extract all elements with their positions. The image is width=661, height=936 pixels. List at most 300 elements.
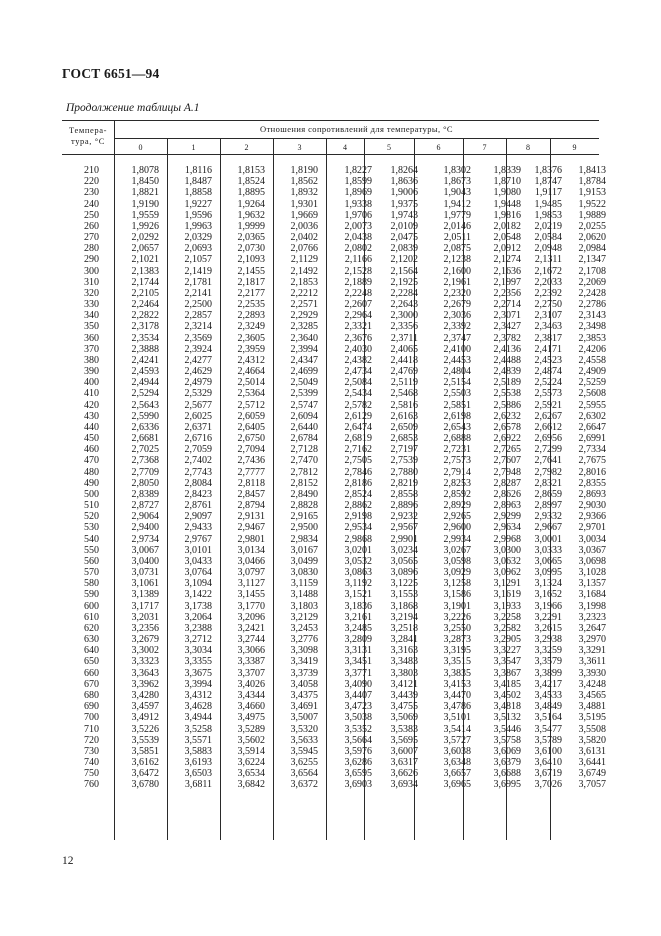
ratio-cell: 3,1225 bbox=[390, 578, 418, 590]
ratio-cell: 3,0034 bbox=[578, 533, 606, 545]
ratio-cell: 2,7128 bbox=[290, 444, 318, 456]
ratio-cell: 3,1901 bbox=[443, 600, 471, 612]
ratio-cell: 1,9743 bbox=[390, 209, 418, 221]
ratio-cell: 3,1684 bbox=[578, 589, 606, 601]
temperature-cell: 570 bbox=[84, 567, 99, 579]
ratio-cell: 2,3249 bbox=[237, 321, 265, 333]
ratio-cell: 3,1717 bbox=[131, 600, 159, 612]
table-row bbox=[62, 745, 606, 757]
column-header: 1 bbox=[191, 143, 196, 152]
ratio-cell: 3,2938 bbox=[534, 634, 562, 646]
ratio-cell: 1,9669 bbox=[290, 209, 318, 221]
ratio-cell: 2,9534 bbox=[344, 522, 372, 534]
ratio-cell: 2,6198 bbox=[443, 410, 471, 422]
ratio-cell: 2,0657 bbox=[131, 243, 159, 255]
ratio-cell: 3,2970 bbox=[578, 634, 606, 646]
ratio-cell: 2,7025 bbox=[131, 444, 159, 456]
temperature-cell: 420 bbox=[84, 399, 99, 411]
temperature-cell: 730 bbox=[84, 745, 99, 757]
ratio-cell: 1,9301 bbox=[290, 198, 318, 210]
ratio-cell: 2,6681 bbox=[131, 433, 159, 445]
ratio-cell: 2,5816 bbox=[390, 399, 418, 411]
ratio-cell: 3,3451 bbox=[344, 656, 372, 668]
table-row bbox=[62, 544, 606, 556]
temperature-cell: 710 bbox=[84, 723, 99, 735]
ratio-cell: 3,4470 bbox=[443, 689, 471, 701]
ratio-cell: 3,5007 bbox=[290, 712, 318, 724]
ratio-cell: 3,4058 bbox=[290, 678, 318, 690]
ratio-cell: 3,1770 bbox=[237, 600, 265, 612]
ratio-cell: 2,4734 bbox=[344, 366, 372, 378]
ratio-cell: 2,5921 bbox=[534, 399, 562, 411]
ratio-cell: 2,9366 bbox=[578, 511, 606, 523]
ratio-cell: 3,5101 bbox=[443, 712, 471, 724]
ratio-cell: 2,7709 bbox=[131, 466, 159, 478]
ratio-cell: 2,9064 bbox=[131, 511, 159, 523]
ratio-cell: 2,6059 bbox=[237, 410, 265, 422]
ratio-cell: 3,6069 bbox=[493, 745, 521, 757]
ratio-cell: 3,4121 bbox=[390, 678, 418, 690]
ratio-cell: 2,1492 bbox=[290, 265, 318, 277]
ratio-cell: 3,4755 bbox=[390, 701, 418, 713]
ratio-cell: 2,9834 bbox=[290, 533, 318, 545]
ratio-cell: 2,4100 bbox=[443, 343, 471, 355]
ratio-cell: 2,3036 bbox=[443, 310, 471, 322]
ratio-cell: 3,3163 bbox=[390, 645, 418, 657]
ratio-cell: 2,3676 bbox=[344, 332, 372, 344]
ratio-cell: 3,5226 bbox=[131, 723, 159, 735]
ratio-cell: 1,9080 bbox=[493, 187, 521, 199]
ratio-cell: 2,1311 bbox=[534, 254, 562, 266]
ratio-cell: 3,4153 bbox=[443, 678, 471, 690]
ratio-cell: 2,4382 bbox=[344, 354, 372, 366]
ratio-cell: 2,1744 bbox=[131, 276, 159, 288]
ratio-cell: 1,9006 bbox=[390, 187, 418, 199]
temperature-cell: 250 bbox=[84, 209, 99, 221]
ratio-cell: 2,7334 bbox=[578, 444, 606, 456]
ratio-cell: 2,7265 bbox=[493, 444, 521, 456]
ratio-cell: 2,7675 bbox=[578, 455, 606, 467]
column-header: 4 bbox=[343, 143, 347, 152]
table-row bbox=[62, 466, 606, 478]
temperature-cell: 690 bbox=[84, 701, 99, 713]
ratio-cell: 2,7505 bbox=[344, 455, 372, 467]
ratio-cell: 3,0134 bbox=[237, 544, 265, 556]
ratio-cell: 2,6922 bbox=[493, 433, 521, 445]
ratio-cell: 2,8626 bbox=[493, 488, 521, 500]
ratio-cell: 2,3569 bbox=[184, 332, 212, 344]
ratio-cell: 2,1853 bbox=[290, 276, 318, 288]
table-row bbox=[62, 187, 606, 199]
ratio-cell: 2,0146 bbox=[443, 220, 471, 232]
table-row bbox=[62, 667, 606, 679]
ratio-cell: 2,0438 bbox=[344, 232, 372, 244]
ratio-cell: 3,5508 bbox=[578, 723, 606, 735]
ratio-cell: 3,0665 bbox=[534, 555, 562, 567]
ratio-cell: 3,0234 bbox=[390, 544, 418, 556]
ratio-cell: 3,2129 bbox=[290, 611, 318, 623]
ratio-cell: 3,1258 bbox=[443, 578, 471, 590]
table-row bbox=[62, 634, 606, 646]
ratio-cell: 3,3002 bbox=[131, 645, 159, 657]
table-row bbox=[62, 701, 606, 713]
ratio-cell: 2,0948 bbox=[534, 243, 562, 255]
ratio-cell: 3,1389 bbox=[131, 589, 159, 601]
ratio-cell: 1,8895 bbox=[237, 187, 265, 199]
ratio-cell: 2,0292 bbox=[131, 232, 159, 244]
table-row bbox=[62, 176, 606, 188]
ratio-cell: 2,8761 bbox=[184, 500, 212, 512]
ratio-cell: 2,2571 bbox=[290, 299, 318, 311]
ratio-cell: 2,2284 bbox=[390, 287, 418, 299]
ratio-cell: 3,3227 bbox=[493, 645, 521, 657]
temperature-cell: 360 bbox=[84, 332, 99, 344]
ratio-cell: 2,1166 bbox=[344, 254, 372, 266]
ratio-cell: 2,2428 bbox=[578, 287, 606, 299]
ratio-cell: 3,2258 bbox=[493, 611, 521, 623]
ratio-cell: 2,5990 bbox=[131, 410, 159, 422]
temperature-cell: 310 bbox=[84, 276, 99, 288]
ratio-cell: 2,5434 bbox=[344, 388, 372, 400]
ratio-cell: 3,6688 bbox=[493, 768, 521, 780]
ratio-cell: 3,2744 bbox=[237, 634, 265, 646]
ratio-cell: 3,1159 bbox=[290, 578, 318, 590]
temperature-cell: 490 bbox=[84, 477, 99, 489]
table-row bbox=[62, 332, 606, 344]
ratio-cell: 3,6842 bbox=[237, 779, 265, 791]
ratio-cell: 2,2212 bbox=[290, 287, 318, 299]
ratio-cell: 3,2096 bbox=[237, 611, 265, 623]
ratio-cell: 3,6934 bbox=[390, 779, 418, 791]
ratio-cell: 2,9467 bbox=[237, 522, 265, 534]
ratio-cell: 2,8219 bbox=[390, 477, 418, 489]
ratio-cell: 2,7982 bbox=[534, 466, 562, 478]
ratio-cell: 3,1324 bbox=[534, 578, 562, 590]
temperature-cell: 330 bbox=[84, 299, 99, 311]
ratio-cell: 3,0995 bbox=[534, 567, 562, 579]
ratio-cell: 3,4944 bbox=[184, 712, 212, 724]
temperature-cell: 390 bbox=[84, 366, 99, 378]
ratio-cell: 3,6193 bbox=[184, 757, 212, 768]
ratio-cell: 1,8932 bbox=[290, 187, 318, 199]
ratio-cell: 2,5189 bbox=[493, 377, 521, 389]
ratio-cell: 3,2421 bbox=[237, 622, 265, 634]
ratio-cell: 3,3643 bbox=[131, 667, 159, 679]
column-header: 5 bbox=[387, 143, 391, 152]
ratio-cell: 3,6626 bbox=[390, 768, 418, 780]
ratio-cell: 2,9400 bbox=[131, 522, 159, 534]
ratio-cell: 2,2822 bbox=[131, 310, 159, 322]
ratio-cell: 3,2031 bbox=[131, 611, 159, 623]
ratio-cell: 1,8636 bbox=[390, 176, 418, 188]
ratio-cell: 3,0962 bbox=[493, 567, 521, 579]
ratio-cell: 3,1028 bbox=[578, 567, 606, 579]
ratio-cell: 3,3579 bbox=[534, 656, 562, 668]
ratio-cell: 3,3994 bbox=[184, 678, 212, 690]
ratio-cell: 3,5069 bbox=[390, 712, 418, 724]
table-row bbox=[62, 377, 606, 389]
ratio-cell: 3,4975 bbox=[237, 712, 265, 724]
table-row bbox=[62, 433, 606, 445]
ratio-cell: 3,2873 bbox=[443, 634, 471, 646]
ratio-cell: 2,1672 bbox=[534, 265, 562, 277]
ratio-cell: 3,3707 bbox=[237, 667, 265, 679]
ratio-cell: 2,5955 bbox=[578, 399, 606, 411]
ratio-cell: 2,3071 bbox=[493, 310, 521, 322]
ratio-cell: 3,5633 bbox=[290, 734, 318, 746]
temperature-cell: 220 bbox=[84, 176, 99, 188]
ratio-cell: 3,4312 bbox=[184, 689, 212, 701]
ratio-cell: 2,3605 bbox=[237, 332, 265, 344]
ratio-cell: 2,7162 bbox=[344, 444, 372, 456]
ratio-cell: 2,2607 bbox=[344, 299, 372, 311]
ratio-cell: 3,4407 bbox=[344, 689, 372, 701]
ratio-cell: 3,0565 bbox=[390, 555, 418, 567]
temperature-cell: 700 bbox=[84, 712, 99, 724]
table-row bbox=[62, 299, 606, 311]
ratio-cell: 3,4912 bbox=[131, 712, 159, 724]
temperature-cell: 760 bbox=[84, 779, 99, 791]
ratio-cell: 1,8673 bbox=[443, 176, 471, 188]
ratio-cell: 2,2714 bbox=[493, 299, 521, 311]
ratio-cell: 3,6131 bbox=[578, 745, 606, 757]
temperature-cell: 640 bbox=[84, 645, 99, 657]
ratio-cell: 2,7402 bbox=[184, 455, 212, 467]
ratio-cell: 1,9779 bbox=[443, 209, 471, 221]
ratio-cell: 2,6163 bbox=[390, 410, 418, 422]
ratio-cell: 2,3994 bbox=[290, 343, 318, 355]
ratio-cell: 3,4375 bbox=[290, 689, 318, 701]
temperature-cell: 560 bbox=[84, 555, 99, 567]
ratio-cell: 2,4664 bbox=[237, 366, 265, 378]
ratio-cell: 2,7743 bbox=[184, 466, 212, 478]
ratio-cell: 2,8050 bbox=[131, 477, 159, 489]
ratio-cell: 2,0511 bbox=[443, 232, 471, 244]
ratio-cell: 2,7059 bbox=[184, 444, 212, 456]
ratio-cell: 2,1347 bbox=[578, 254, 606, 266]
ratio-cell: 3,1586 bbox=[443, 589, 471, 601]
ratio-cell: 2,4558 bbox=[578, 354, 606, 366]
ratio-cell: 3,4597 bbox=[131, 701, 159, 713]
ratio-cell: 3,1803 bbox=[290, 600, 318, 612]
document-title: ГОСТ 6651—94 bbox=[62, 66, 160, 81]
ratio-cell: 2,9232 bbox=[390, 511, 418, 523]
ratio-cell: 2,4629 bbox=[184, 366, 212, 378]
ratio-cell: 2,7197 bbox=[390, 444, 418, 456]
ratio-cell: 2,3817 bbox=[534, 332, 562, 344]
ratio-cell: 2,8592 bbox=[443, 488, 471, 500]
table-row bbox=[62, 421, 606, 433]
ratio-cell: 2,2964 bbox=[344, 310, 372, 322]
ratio-cell: 1,8821 bbox=[131, 187, 159, 199]
ratio-cell: 2,3427 bbox=[493, 321, 521, 333]
ratio-cell: 2,5503 bbox=[443, 388, 471, 400]
ratio-cell: 2,7094 bbox=[237, 444, 265, 456]
ratio-cell: 2,9433 bbox=[184, 522, 212, 534]
ratio-cell: 2,8794 bbox=[237, 500, 265, 512]
ratio-cell: 3,0466 bbox=[237, 555, 265, 567]
ratio-cell: 2,5119 bbox=[390, 377, 418, 389]
ratio-cell: 3,1455 bbox=[237, 589, 265, 601]
ratio-cell: 3,5851 bbox=[131, 745, 159, 757]
table-row bbox=[62, 399, 606, 411]
ratio-cell: 2,5049 bbox=[290, 377, 318, 389]
ratio-cell: 2,3888 bbox=[131, 343, 159, 355]
ratio-cell: 2,4699 bbox=[290, 366, 318, 378]
span-header-rule bbox=[114, 138, 599, 139]
ratio-cell: 3,1738 bbox=[184, 600, 212, 612]
ratio-cell: 2,4136 bbox=[493, 343, 521, 355]
ratio-cell: 3,4502 bbox=[493, 689, 521, 701]
ratio-cell: 2,5014 bbox=[237, 377, 265, 389]
ratio-cell: 3,3323 bbox=[131, 656, 159, 668]
ratio-cell: 3,2323 bbox=[578, 611, 606, 623]
ratio-cell: 2,9667 bbox=[534, 522, 562, 534]
table-row bbox=[62, 734, 606, 746]
ratio-cell: 1,8710 bbox=[493, 176, 521, 188]
ratio-cell: 2,4979 bbox=[184, 377, 212, 389]
temperature-cell: 460 bbox=[84, 444, 99, 456]
ratio-cell: 3,2194 bbox=[390, 611, 418, 623]
ratio-cell: 3,0400 bbox=[131, 555, 159, 567]
ratio-cell: 1,9889 bbox=[578, 209, 606, 221]
ratio-cell: 2,7470 bbox=[290, 455, 318, 467]
ratio-cell: 3,2550 bbox=[443, 622, 471, 634]
ratio-cell: 3,3611 bbox=[578, 656, 606, 668]
ratio-cell: 2,0984 bbox=[578, 243, 606, 255]
ratio-cell: 2,9634 bbox=[493, 522, 521, 534]
ratio-cell: 3,2905 bbox=[493, 634, 521, 646]
table-row bbox=[62, 723, 606, 735]
column-header: 8 bbox=[526, 143, 530, 152]
ratio-cell: 2,0329 bbox=[184, 232, 212, 244]
ratio-cell: 2,8118 bbox=[237, 477, 265, 489]
ratio-cell: 2,7846 bbox=[344, 466, 372, 478]
ratio-cell: 2,6543 bbox=[443, 421, 471, 433]
ratio-cell: 1,8524 bbox=[237, 176, 265, 188]
ratio-cell: 3,6749 bbox=[578, 768, 606, 780]
ratio-cell: 3,1652 bbox=[534, 589, 562, 601]
ratio-cell: 2,3107 bbox=[534, 310, 562, 322]
ratio-cell: 2,8929 bbox=[443, 500, 471, 512]
ratio-cell: 3,0830 bbox=[290, 567, 318, 579]
ratio-cell: 1,9448 bbox=[493, 198, 521, 210]
ratio-cell: 3,6657 bbox=[443, 768, 471, 780]
column-header: 3 bbox=[297, 143, 302, 152]
ratio-cell: 2,3143 bbox=[578, 310, 606, 322]
ratio-cell: 3,1291 bbox=[493, 578, 521, 590]
ratio-cell: 1,9963 bbox=[184, 220, 212, 232]
ratio-cell: 2,1961 bbox=[443, 276, 471, 288]
ratio-cell: 3,1357 bbox=[578, 578, 606, 590]
temperature-cell: 380 bbox=[84, 354, 99, 366]
ratio-cell: 3,5195 bbox=[578, 712, 606, 724]
ratio-cell: 2,3534 bbox=[131, 332, 159, 344]
ratio-cell: 3,3034 bbox=[184, 645, 212, 657]
ratio-cell: 3,3930 bbox=[578, 667, 606, 679]
temperature-cell: 410 bbox=[84, 388, 99, 400]
ratio-cell: 2,1600 bbox=[443, 265, 471, 277]
ratio-cell: 3,3835 bbox=[443, 667, 471, 679]
ratio-cell: 3,3803 bbox=[390, 667, 418, 679]
ratio-cell: 2,1781 bbox=[184, 276, 212, 288]
ratio-cell: 3,5695 bbox=[390, 734, 418, 746]
ratio-cell: 3,5038 bbox=[344, 712, 372, 724]
ratio-cell: 3,3355 bbox=[184, 656, 212, 668]
ratio-cell: 3,5976 bbox=[344, 745, 372, 757]
ratio-cell: 2,9868 bbox=[344, 533, 372, 545]
table-row bbox=[62, 220, 606, 232]
ratio-cell: 3,3259 bbox=[534, 645, 562, 657]
ratio-cell: 2,7948 bbox=[493, 466, 521, 478]
ratio-cell: 2,7539 bbox=[390, 455, 418, 467]
table-row bbox=[62, 165, 606, 176]
ratio-cell: 3,0797 bbox=[237, 567, 265, 579]
ratio-cell: 3,6372 bbox=[290, 779, 318, 791]
ratio-cell: 3,0300 bbox=[493, 544, 521, 556]
ratio-cell: 3,5758 bbox=[493, 734, 521, 746]
table-row bbox=[62, 656, 606, 668]
ratio-cell: 3,5883 bbox=[184, 745, 212, 757]
ratio-cell: 3,2291 bbox=[534, 611, 562, 623]
temperature-cell: 580 bbox=[84, 578, 99, 590]
ratio-cell: 3,1619 bbox=[493, 589, 521, 601]
ratio-cell: 2,5643 bbox=[131, 399, 159, 411]
ratio-cell: 2,5608 bbox=[578, 388, 606, 400]
ratio-cell: 2,8727 bbox=[131, 500, 159, 512]
ratio-cell: 2,6819 bbox=[344, 433, 372, 445]
table-row bbox=[62, 522, 606, 534]
ratio-cell: 3,6162 bbox=[131, 757, 159, 768]
ratio-cell: 3,3066 bbox=[237, 645, 265, 657]
ratio-cell: 3,4565 bbox=[578, 689, 606, 701]
ratio-cell: 3,2647 bbox=[578, 622, 606, 634]
ratio-cell: 1,8302 bbox=[443, 165, 471, 176]
ratio-cell: 1,9522 bbox=[578, 198, 606, 210]
ratio-cell: 2,5677 bbox=[184, 399, 212, 411]
ratio-cell: 2,3711 bbox=[390, 332, 418, 344]
ratio-cell: 1,8747 bbox=[534, 176, 562, 188]
ratio-cell: 1,8376 bbox=[534, 165, 562, 176]
temperature-cell: 530 bbox=[84, 522, 99, 534]
temperature-cell: 260 bbox=[84, 220, 99, 232]
ratio-cell: 3,3547 bbox=[493, 656, 521, 668]
ratio-cell: 1,9853 bbox=[534, 209, 562, 221]
ratio-cell: 3,2453 bbox=[290, 622, 318, 634]
ratio-cell: 3,5664 bbox=[344, 734, 372, 746]
ratio-cell: 2,8389 bbox=[131, 488, 159, 500]
temperature-cell: 650 bbox=[84, 656, 99, 668]
ratio-cell: 1,9153 bbox=[578, 187, 606, 199]
ratio-cell: 3,3675 bbox=[184, 667, 212, 679]
temperature-cell: 280 bbox=[84, 243, 99, 255]
ratio-cell: 2,1817 bbox=[237, 276, 265, 288]
table-row bbox=[62, 209, 606, 221]
table-row bbox=[62, 511, 606, 523]
ratio-cell: 3,6317 bbox=[390, 757, 418, 768]
ratio-cell: 2,9701 bbox=[578, 522, 606, 534]
table-row bbox=[62, 265, 606, 277]
table-row bbox=[62, 555, 606, 567]
column-header: 9 bbox=[572, 143, 577, 152]
table-row bbox=[62, 645, 606, 657]
ratio-cell: 3,0367 bbox=[578, 544, 606, 556]
ratio-cell: 2,8862 bbox=[344, 500, 372, 512]
ratio-cell: 2,3214 bbox=[184, 321, 212, 333]
table-row bbox=[62, 779, 606, 791]
ratio-cell: 2,4453 bbox=[443, 354, 471, 366]
temperature-header-line: Темпера- bbox=[69, 125, 107, 135]
